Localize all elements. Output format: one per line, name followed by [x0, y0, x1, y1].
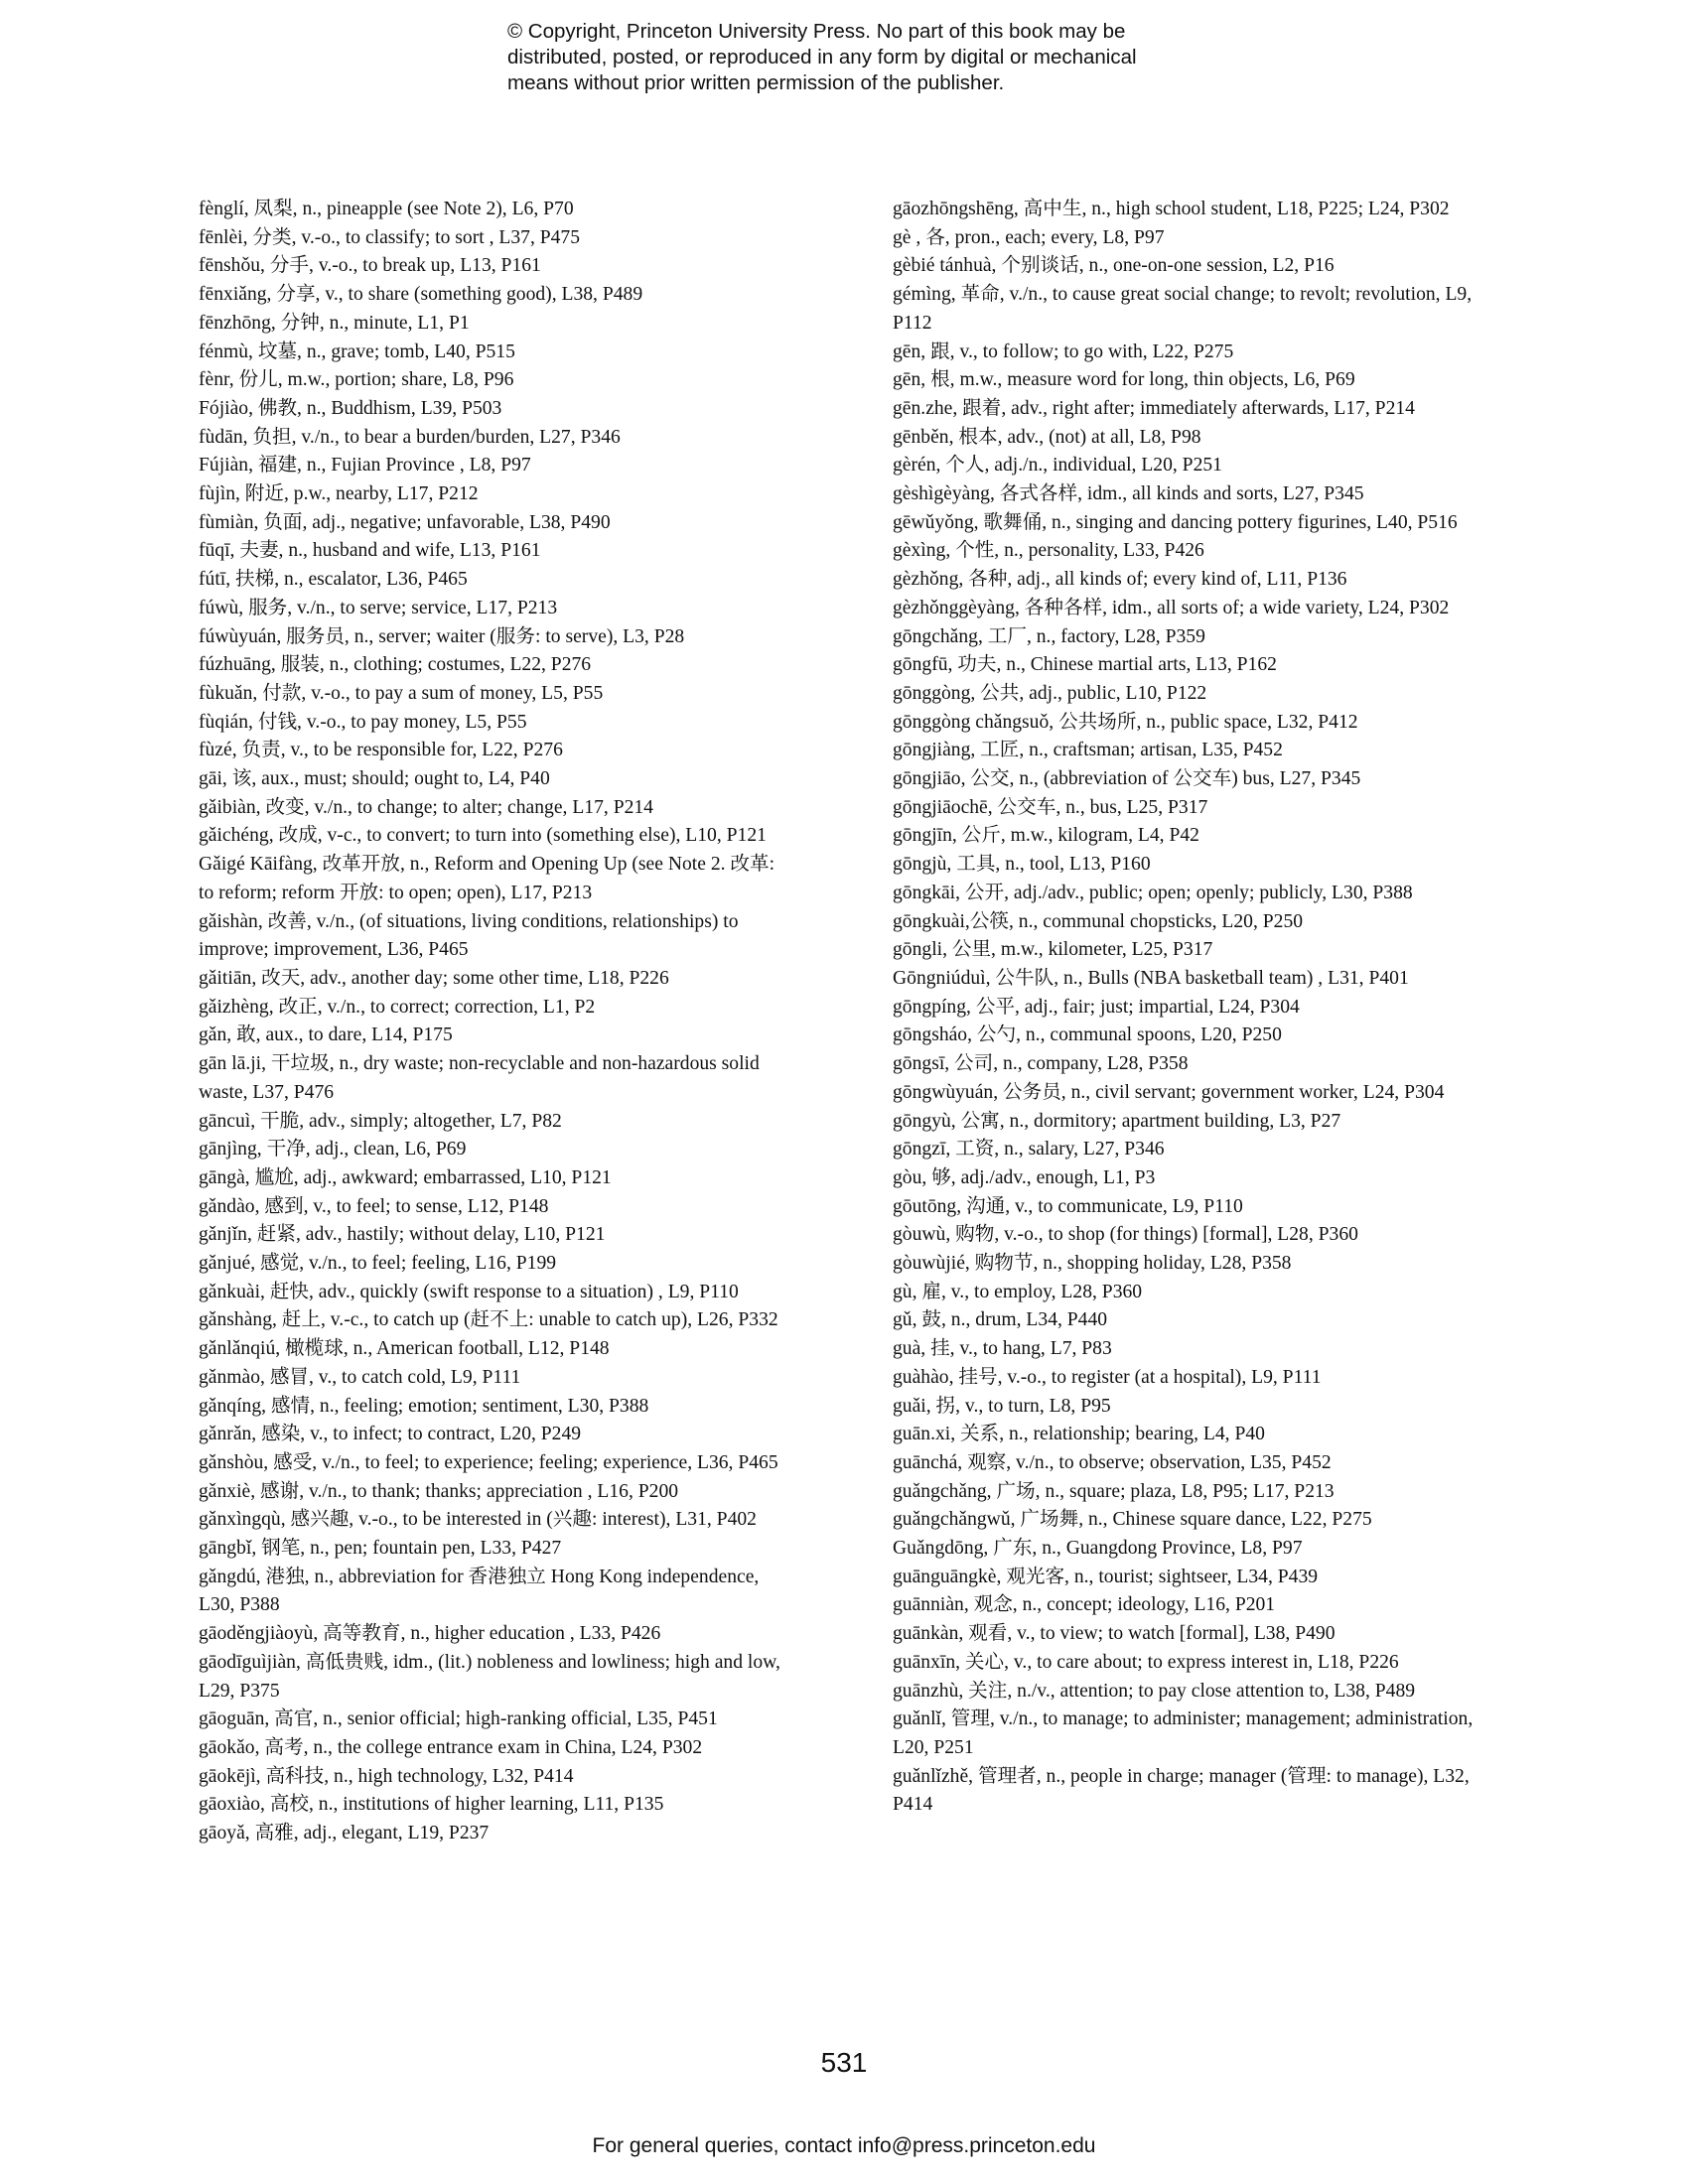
glossary-entry: gēn.zhe, 跟着, adv., right after; immediately afterwards, L17, P214 — [893, 397, 1415, 419]
glossary-left-column — [199, 196, 794, 1848]
footer-contact: For general queries, contact info@press.princeton.edu — [592, 2134, 1096, 2157]
glossary-entry: fènglí, 凤梨, n., pineapple (see Note 2), L6, P70 — [199, 199, 574, 219]
copyright-line-2: distributed, posted, or reproduced in any form by digital or mechanical — [507, 46, 1137, 68]
glossary-entry: Guǎngdōng, 广东, n., Guangdong Province, L8, P97 — [893, 1538, 1303, 1560]
glossary-entry: fúzhuāng, 服装, n., clothing; costumes, L22, P276 — [199, 654, 592, 676]
glossary-entry: gòuwùjié, 购物节, n., shopping holiday, L28, P358 — [893, 1253, 1292, 1275]
glossary-entry: gēwǔyǒng, 歌舞俑, n., singing and dancing pottery figurines, L40, P516 — [893, 511, 1458, 533]
glossary-entry: gāi, 该, aux., must; should; ought to, L4, P40 — [199, 768, 550, 790]
glossary-entry: gǎnxìngqù, 感兴趣, v.-o., to be interested in (兴趣: interest), L31, P402 — [199, 1509, 757, 1531]
glossary-entry: gāngà, 尴尬, adj., awkward; embarrassed, L10, P121 — [199, 1166, 612, 1188]
glossary-entry: gōnggòng chǎngsuǒ, 公共场所, n., public space, L32, P412 — [893, 711, 1358, 733]
glossary-entry: fēnlèi, 分类, v.-o., to classify; to sort , L37, P475 — [199, 226, 581, 248]
glossary-entry: gōngjiāo, 公交, n., (abbreviation of 公交车) bus, L27, P345 — [893, 768, 1361, 790]
glossary-entry: gōngkāi, 公开, adj./adv., public; open; openly; publicly, L30, P388 — [893, 882, 1413, 903]
glossary-entry: fènr, 份儿, m.w., portion; share, L8, P96 — [199, 369, 514, 391]
glossary-entry: gōngpíng, 公平, adj., fair; just; impartial, L24, P304 — [893, 996, 1300, 1018]
glossary-entry: gǎibiàn, 改变, v./n., to change; to alter; change, L17, P214 — [199, 796, 653, 818]
glossary-entry: gōngfū, 功夫, n., Chinese martial arts, L13, P162 — [893, 654, 1277, 676]
glossary-entry: gāokǎo, 高考, n., the college entrance exam in China, L24, P302 — [199, 1736, 703, 1758]
copyright-line-3: means without prior written permission of the publisher. — [507, 71, 1005, 94]
glossary-entry: fùzé, 负责, v., to be responsible for, L22, P276 — [199, 740, 563, 761]
glossary-entry: fūqī, 夫妻, n., husband and wife, L13, P161 — [199, 540, 541, 562]
glossary-entry: guānkàn, 观看, v., to view; to watch [formal], L38, P490 — [893, 1623, 1336, 1645]
glossary-entry: gōutōng, 沟通, v., to communicate, L9, P110 — [893, 1195, 1243, 1217]
glossary-entry: gēnběn, 根本, adv., (not) at all, L8, P98 — [893, 426, 1201, 448]
glossary-entry: gāokējì, 高科技, n., high technology, L32, P414 — [199, 1765, 574, 1787]
glossary-entry: fútī, 扶梯, n., escalator, L36, P465 — [199, 569, 468, 591]
glossary-entry: gōngli, 公里, m.w., kilometer, L25, P317 — [893, 939, 1213, 961]
copyright-notice — [507, 19, 1262, 96]
glossary-entry: gōngzī, 工资, n., salary, L27, P346 — [893, 1139, 1165, 1160]
glossary-entry: gǎnmào, 感冒, v., to catch cold, L9, P111 — [199, 1366, 521, 1388]
glossary-entry: guānchá, 观察, v./n., to observe; observation, L35, P452 — [893, 1451, 1332, 1473]
glossary-entry: gémìng, 革命, v./n., to cause great social change; to revolt; revolution, L9, P112 — [893, 284, 1473, 334]
glossary-entry: gǎnkuài, 赶快, adv., quickly (swift response to a situation) , L9, P110 — [199, 1281, 739, 1302]
glossary-entry: gǎnlǎnqiú, 橄榄球, n., American football, L12, P148 — [199, 1338, 610, 1360]
glossary-entry: gè , 各, pron., each; every, L8, P97 — [893, 226, 1165, 248]
glossary-entry: gǎn, 敢, aux., to dare, L14, P175 — [199, 1024, 453, 1046]
glossary-entry: Gǎigé Kāifàng, 改革开放, n., Reform and Opening Up (see Note 2. 改革: to reform; reform 开放: to open; open), L17, P213 — [199, 854, 775, 903]
glossary-entry: guānxīn, 关心, v., to care about; to express interest in, L18, P226 — [893, 1651, 1399, 1673]
glossary-entry: gōngjīn, 公斤, m.w., kilogram, L4, P42 — [893, 825, 1199, 847]
glossary-entry: fúwù, 服务, v./n., to serve; service, L17, P213 — [199, 597, 558, 618]
glossary-entry: gǎnshòu, 感受, v./n., to feel; to experience; feeling; experience, L36, P465 — [199, 1451, 778, 1473]
glossary-entry: fēnxiǎng, 分享, v., to share (something good), L38, P489 — [199, 284, 643, 306]
glossary-entry: gōngkuài,公筷, n., communal chopsticks, L20, P250 — [893, 910, 1304, 932]
glossary-entry: Fújiàn, 福建, n., Fujian Province , L8, P97 — [199, 455, 531, 477]
glossary-entry: guàhào, 挂号, v.-o., to register (at a hospital), L9, P111 — [893, 1366, 1322, 1388]
glossary-right-column — [893, 196, 1488, 1820]
glossary-entry: gèrén, 个人, adj./n., individual, L20, P251 — [893, 455, 1222, 477]
glossary-entry: fēnshǒu, 分手, v.-o., to break up, L13, P161 — [199, 255, 541, 277]
glossary-entry: gòu, 够, adj./adv., enough, L1, P3 — [893, 1166, 1156, 1188]
glossary-entry: gǎnrǎn, 感染, v., to infect; to contract, L20, P249 — [199, 1424, 582, 1445]
glossary-entry: gōngchǎng, 工厂, n., factory, L28, P359 — [893, 625, 1205, 647]
glossary-entry: guānzhù, 关注, n./v., attention; to pay close attention to, L38, P489 — [893, 1680, 1416, 1702]
glossary-entry: fùmiàn, 负面, adj., negative; unfavorable, L38, P490 — [199, 511, 611, 533]
glossary-entry: Fójiào, 佛教, n., Buddhism, L39, P503 — [199, 397, 502, 419]
glossary-entry: gù, 雇, v., to employ, L28, P360 — [893, 1281, 1143, 1302]
glossary-entry: gèxìng, 个性, n., personality, L33, P426 — [893, 540, 1204, 562]
glossary-entry: gǎizhèng, 改正, v./n., to correct; correction, L1, P2 — [199, 996, 596, 1018]
glossary-entry: guǎngchǎngwǔ, 广场舞, n., Chinese square dance, L22, P275 — [893, 1509, 1372, 1531]
glossary-entry: gāoyǎ, 高雅, adj., elegant, L19, P237 — [199, 1823, 490, 1844]
glossary-entry: gōngsī, 公司, n., company, L28, P358 — [893, 1053, 1189, 1075]
glossary-entry: Gōngniúduì, 公牛队, n., Bulls (NBA basketball team) , L31, P401 — [893, 967, 1409, 989]
glossary-entry: guà, 挂, v., to hang, L7, P83 — [893, 1338, 1112, 1360]
glossary-entry: gāncuì, 干脆, adv., simply; altogether, L7, P82 — [199, 1110, 562, 1132]
glossary-entry: gōngjiàng, 工匠, n., craftsman; artisan, L35, P452 — [893, 740, 1283, 761]
copyright-line-1: © Copyright, Princeton University Press. No part of this book may be — [507, 20, 1126, 43]
glossary-entry: gǎnjué, 感觉, v./n., to feel; feeling, L16, P199 — [199, 1253, 557, 1275]
glossary-entry: gèzhǒnggèyàng, 各种各样, idm., all sorts of; a wide variety, L24, P302 — [893, 597, 1450, 618]
glossary-entry: gōngjù, 工具, n., tool, L13, P160 — [893, 854, 1151, 876]
glossary-entry: gāoděngjiàoyù, 高等教育, n., higher education , L33, P426 — [199, 1623, 661, 1645]
glossary-entry: gānjìng, 干净, adj., clean, L6, P69 — [199, 1139, 467, 1160]
glossary-entry: fēnzhōng, 分钟, n., minute, L1, P1 — [199, 312, 470, 334]
glossary-entry: guǎnlǐzhě, 管理者, n., people in charge; manager (管理: to manage), L32, P414 — [893, 1765, 1470, 1816]
glossary-entry: gǎnxiè, 感谢, v./n., to thank; thanks; appreciation , L16, P200 — [199, 1480, 679, 1502]
glossary-entry: fùqián, 付钱, v.-o., to pay money, L5, P55 — [199, 711, 527, 733]
glossary-entry: gǎnjǐn, 赶紧, adv., hastily; without delay, L10, P121 — [199, 1224, 606, 1246]
glossary-entry: gōngsháo, 公勺, n., communal spoons, L20, P250 — [893, 1024, 1282, 1046]
glossary-entry: gǎishàn, 改善, v./n., (of situations, living conditions, relationships) to improve; improvement, L36, P465 — [199, 910, 739, 961]
glossary-entry: guān.xi, 关系, n., relationship; bearing, L4, P40 — [893, 1424, 1265, 1445]
glossary-entry: fùjìn, 附近, p.w., nearby, L17, P212 — [199, 483, 479, 505]
glossary-entry: gǎnqíng, 感情, n., feeling; emotion; sentiment, L30, P388 — [199, 1395, 649, 1417]
glossary-entry: fénmù, 坟墓, n., grave; tomb, L40, P515 — [199, 341, 515, 362]
glossary-entry: fúwùyuán, 服务员, n., server; waiter (服务: to serve), L3, P28 — [199, 625, 685, 647]
glossary-entry: gèzhǒng, 各种, adj., all kinds of; every kind of, L11, P136 — [893, 569, 1347, 591]
glossary-entry: gòuwù, 购物, v.-o., to shop (for things) [formal], L28, P360 — [893, 1224, 1358, 1246]
glossary-entry: fùdān, 负担, v./n., to bear a burden/burden, L27, P346 — [199, 426, 621, 448]
glossary-entry: gǎnshàng, 赶上, v.-c., to catch up (赶不上: unable to catch up), L26, P332 — [199, 1309, 778, 1331]
glossary-entry: gēn, 跟, v., to follow; to go with, L22, P275 — [893, 341, 1234, 362]
page-number: 531 — [820, 2047, 868, 2078]
glossary-entry: guǎngchǎng, 广场, n., square; plaza, L8, P95; L17, P213 — [893, 1480, 1335, 1502]
glossary-entry: gōngjiāochē, 公交车, n., bus, L25, P317 — [893, 796, 1208, 818]
glossary-entry: gǎichéng, 改成, v-c., to convert; to turn into (something else), L10, P121 — [199, 825, 767, 847]
glossary-entry: gān lā.ji, 干垃圾, n., dry waste; non-recyclable and non-hazardous solid waste, L37, P476 — [199, 1053, 760, 1103]
glossary-entry: gōngyù, 公寓, n., dormitory; apartment building, L3, P27 — [893, 1110, 1341, 1132]
glossary-entry: guǎnlǐ, 管理, v./n., to manage; to administer; management; administration, L20, P251 — [893, 1708, 1474, 1758]
glossary-entry: gèbié tánhuà, 个别谈话, n., one-on-one session, L2, P16 — [893, 255, 1335, 277]
glossary-entry: gāngbǐ, 钢笔, n., pen; fountain pen, L33, P427 — [199, 1538, 562, 1560]
glossary-entry: gāoguān, 高官, n., senior official; high-ranking official, L35, P451 — [199, 1708, 718, 1730]
glossary-entry: gāozhōngshēng, 高中生, n., high school student, L18, P225; L24, P302 — [893, 199, 1450, 219]
glossary-entry: gōnggòng, 公共, adj., public, L10, P122 — [893, 682, 1207, 704]
glossary-entry: fùkuǎn, 付款, v.-o., to pay a sum of money, L5, P55 — [199, 682, 604, 704]
glossary-entry: gēn, 根, m.w., measure word for long, thin objects, L6, P69 — [893, 369, 1355, 391]
glossary-entry: gèshìgèyàng, 各式各样, idm., all kinds and sorts, L27, P345 — [893, 483, 1364, 505]
glossary-entry: gāoxiào, 高校, n., institutions of higher learning, L11, P135 — [199, 1794, 664, 1816]
glossary-entry: gǔ, 鼓, n., drum, L34, P440 — [893, 1309, 1108, 1331]
glossary-entry: guānniàn, 观念, n., concept; ideology, L16, P201 — [893, 1594, 1276, 1616]
glossary-entry: gāodīguìjiàn, 高低贵贱, idm., (lit.) nobleness and lowliness; high and low, L29, P375 — [199, 1651, 780, 1702]
glossary-entry: guǎi, 拐, v., to turn, L8, P95 — [893, 1395, 1111, 1417]
glossary-entry: guānguāngkè, 观光客, n., tourist; sightseer, L34, P439 — [893, 1566, 1319, 1587]
glossary-entry: gǎngdú, 港独, n., abbreviation for 香港独立 Hong Kong independence, L30, P388 — [199, 1566, 760, 1616]
glossary-entry: gǎndào, 感到, v., to feel; to sense, L12, P148 — [199, 1195, 549, 1217]
glossary-entry: gǎitiān, 改天, adv., another day; some other time, L18, P226 — [199, 967, 669, 989]
glossary-entry: gōngwùyuán, 公务员, n., civil servant; government worker, L24, P304 — [893, 1081, 1445, 1103]
